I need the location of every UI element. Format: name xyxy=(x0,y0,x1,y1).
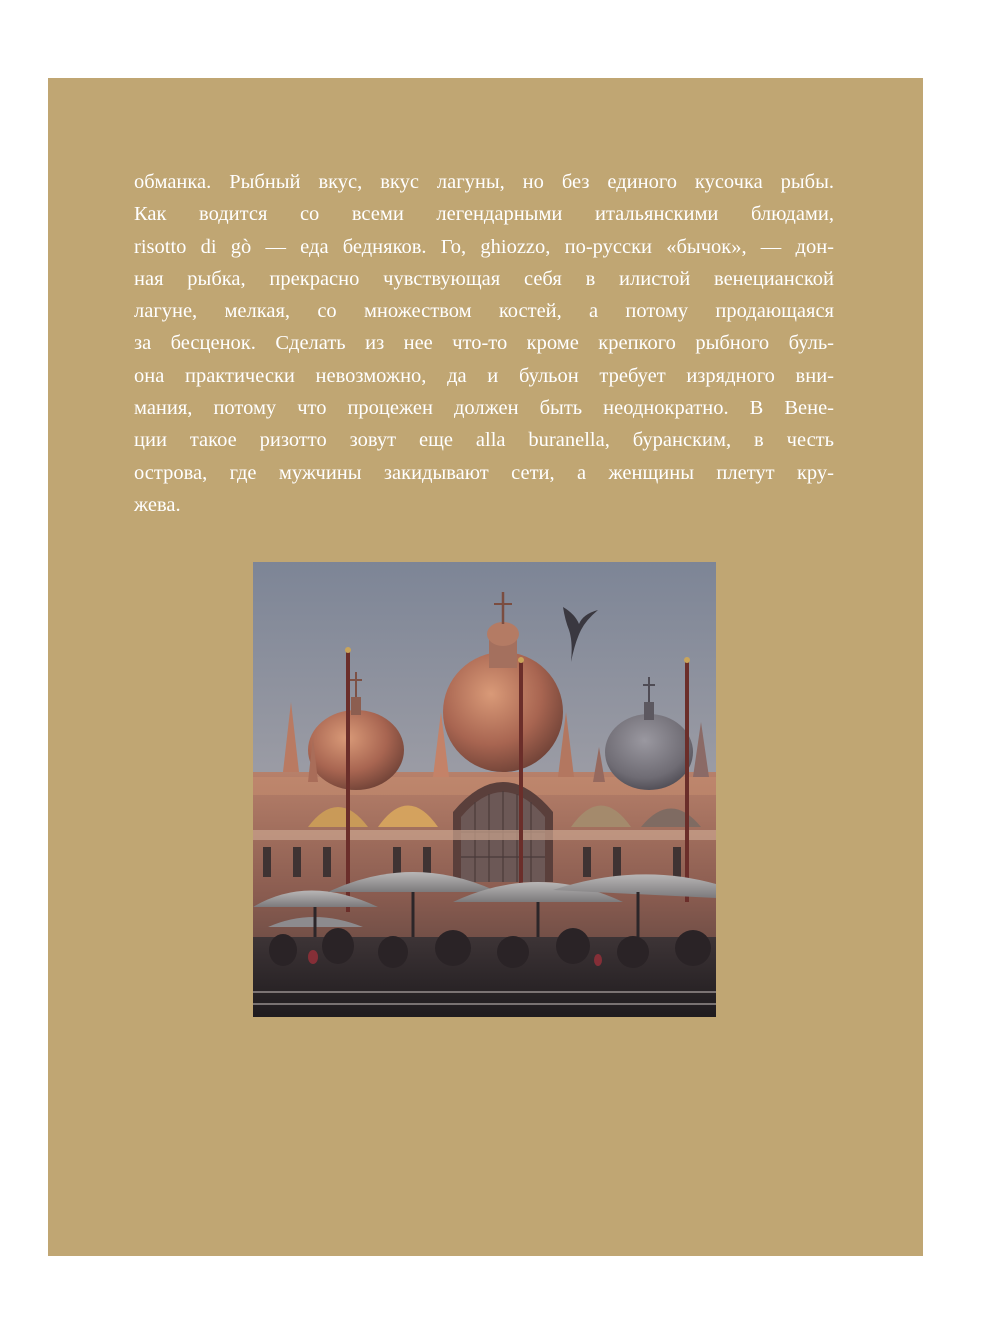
paragraph-line: она практически невозможно, да и бульон требует изрядного вни- xyxy=(134,364,834,387)
page-panel xyxy=(48,78,923,1256)
paragraph-line: жева. xyxy=(134,493,181,516)
paragraph-line: risotto di gò — еда бедняков. Го, ghiozzo, по-русски «бычок», — дон- xyxy=(134,235,834,258)
venice-basilica-photo xyxy=(253,562,716,1017)
paragraph-line: острова, где мужчины закидывают сети, а женщины плетут кру- xyxy=(134,461,834,484)
paragraph-line: Как водится со всеми легендарными итальянскими блюдами, xyxy=(134,203,834,226)
paragraph-line: ции такое ризотто зовут еще alla buranella, буранским, в честь xyxy=(134,429,834,452)
paragraph-line: обманка. Рыбный вкус, вкус лагуны, но без единого кусочка рыбы. xyxy=(134,171,834,193)
paragraph-line: лагуне, мелкая, со множеством костей, а потому продающаяся xyxy=(134,300,834,323)
body-paragraph xyxy=(134,166,834,521)
paragraph-line: за бесценок. Сделать из нее что-то кроме крепкого рыбного буль- xyxy=(134,332,834,355)
paragraph-line: мания, потому что процежен должен быть неоднократно. В Вене- xyxy=(134,397,834,420)
paragraph-line: ная рыбка, прекрасно чувствующая себя в илистой венецианской xyxy=(134,267,834,290)
